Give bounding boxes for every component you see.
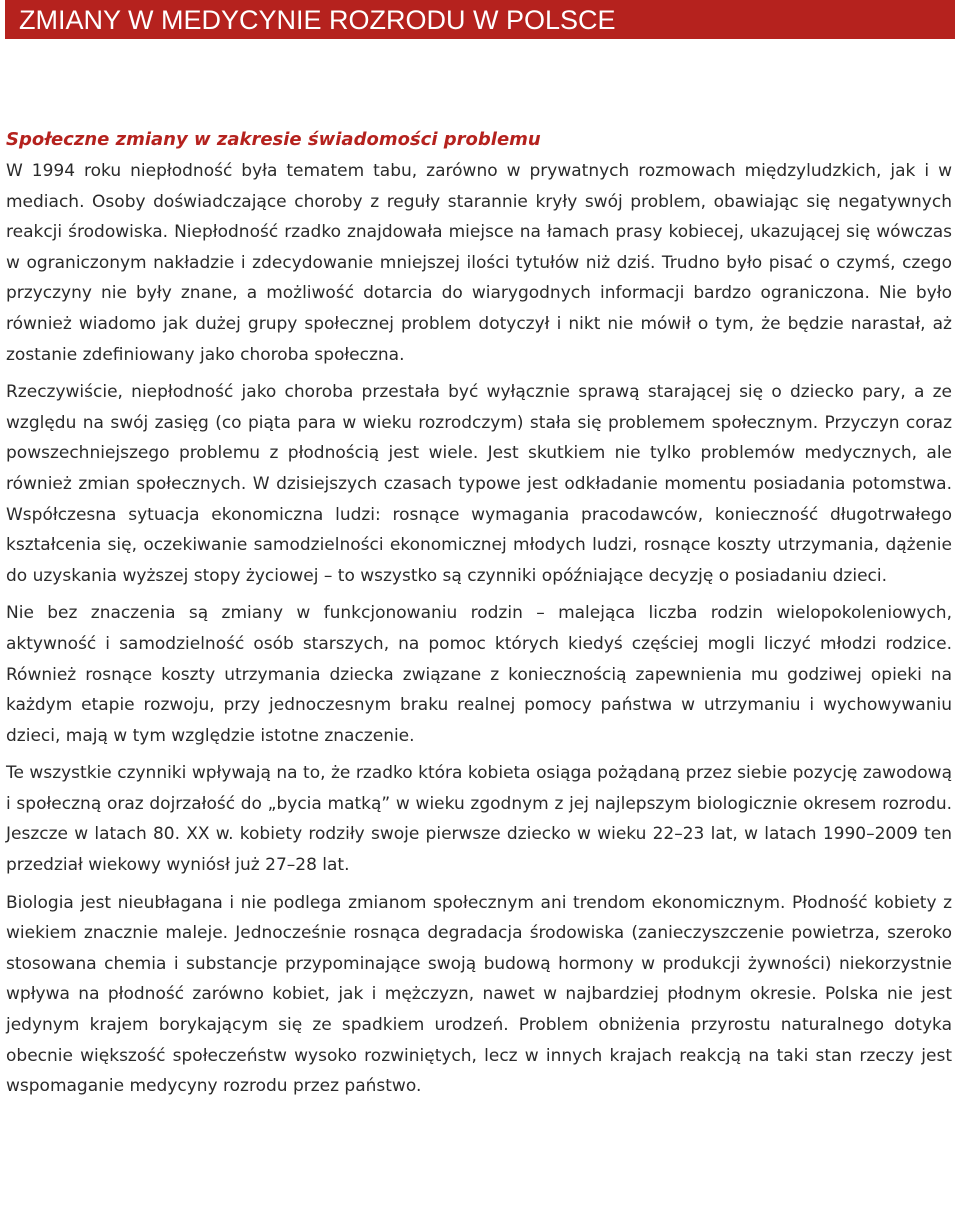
paragraph-3: Nie bez znaczenia są zmiany w funkcjonowaniu rodzin – malejąca liczba rodzin wielopokoleniowych, aktywność i samodzielność osób starszych, na pomoc których kiedyś częściej mogli liczyć młodzi rodzice. Również rosnące koszty utrzymania dziecka związane z koniecznością zapewnienia mu godziwej opieki na każdym etapie rozwoju, przy jednoczesnym braku realnej pomocy państwa w utrzymaniu i wychowywaniu dzieci, mają w tym względzie istotne znaczenie.: [6, 603, 952, 746]
paragraph-1: W 1994 roku niepłodność była tematem tabu, zarówno w prywatnych rozmowach międzyludzkich, jak i w mediach. Osoby doświadczające choroby z reguły starannie kryły swój problem, obawiając się negatywnych reakcji środowiska. Niepłodność rzadko znajdowała miejsce na łamach prasy kobiecej, ukazującej się wówczas w ograniczonym nakładzie i zdecydowanie mniejszej ilości tytułów niż dziś. Trudno było pisać o czymś, czego przyczyny nie były znane, a możliwość dotarcia do wiarygodnych informacji bardzo ograniczona. Nie było również wiadomo jak dużej grupy społecznej problem dotyczył i nikt nie mówił o tym, że będzie narastał, aż zostanie zdefiniowany jako choroba społeczna.: [6, 161, 952, 365]
article-body: [6, 124, 952, 1109]
page-title: ZMIANY W MEDYCYNIE ROZRODU W POLSCE: [19, 5, 616, 35]
paragraph-5: Biologia jest nieubłagana i nie podlega zmianom społecznym ani trendom ekonomicznym. Płodność kobiety z wiekiem znacznie maleje. Jednocześnie rosnąca degradacja środowiska (zanieczyszczenie powietrza, szeroko stosowana chemia i substancje przypominające swoją budową hormony w produkcji żywności) niekorzystnie wpływa na płodność zarówno kobiet, jak i mężczyzn, nawet w najbardziej płodnym okresie. Polska nie jest jedynym krajem borykającym się ze spadkiem urodzeń. Problem obniżenia przyrostu naturalnego dotyka obecnie większość społeczeństw wysoko rozwiniętych, lecz w innych krajach reakcją na taki stan rzeczy jest wspomaganie medycyny rozrodu przez państwo.: [6, 892, 952, 1097]
header-bar: [5, 0, 955, 39]
section-heading: Społeczne zmiany w zakresie świadomości problemu: [6, 129, 541, 150]
paragraph-2: Rzeczywiście, niepłodność jako choroba przestała być wyłącznie sprawą starającej się o dziecko pary, a ze względu na swój zasięg (co piąta para w wieku rozrodczym) stała się problemem społecznym. Przyczyn coraz powszechniejszego problemu z płodnością jest wiele. Jest skutkiem nie tylko problemów medycznych, ale również zmian społecznych. W dzisiejszych czasach typowe jest odkładanie momentu posiadania potomstwa. Współczesna sytuacja ekonomiczna ludzi: rosnące wymagania pracodawców, konieczność długotrwałego kształcenia się, oczekiwanie samodzielności ekonomicznej młodych ludzi, rosnące koszty utrzymania, dążenie do uzyskania wyższej stopy życiowej – to wszystko są czynniki opóźniające decyzję o posiadaniu dzieci.: [6, 382, 952, 586]
paragraph-4: Te wszystkie czynniki wpływają na to, że rzadko która kobieta osiąga pożądaną przez siebie pozycję zawodową i społeczną oraz dojrzałość do „bycia matką” w wieku zgodnym z jej najlepszym biologicznie okresem rozrodu. Jeszcze w latach 80. XX w. kobiety rodziły swoje pierwsze dziecko w wieku 22–23 lat, w latach 1990–2009 ten przedział wiekowy wyniósł już 27–28 lat.: [6, 763, 952, 876]
